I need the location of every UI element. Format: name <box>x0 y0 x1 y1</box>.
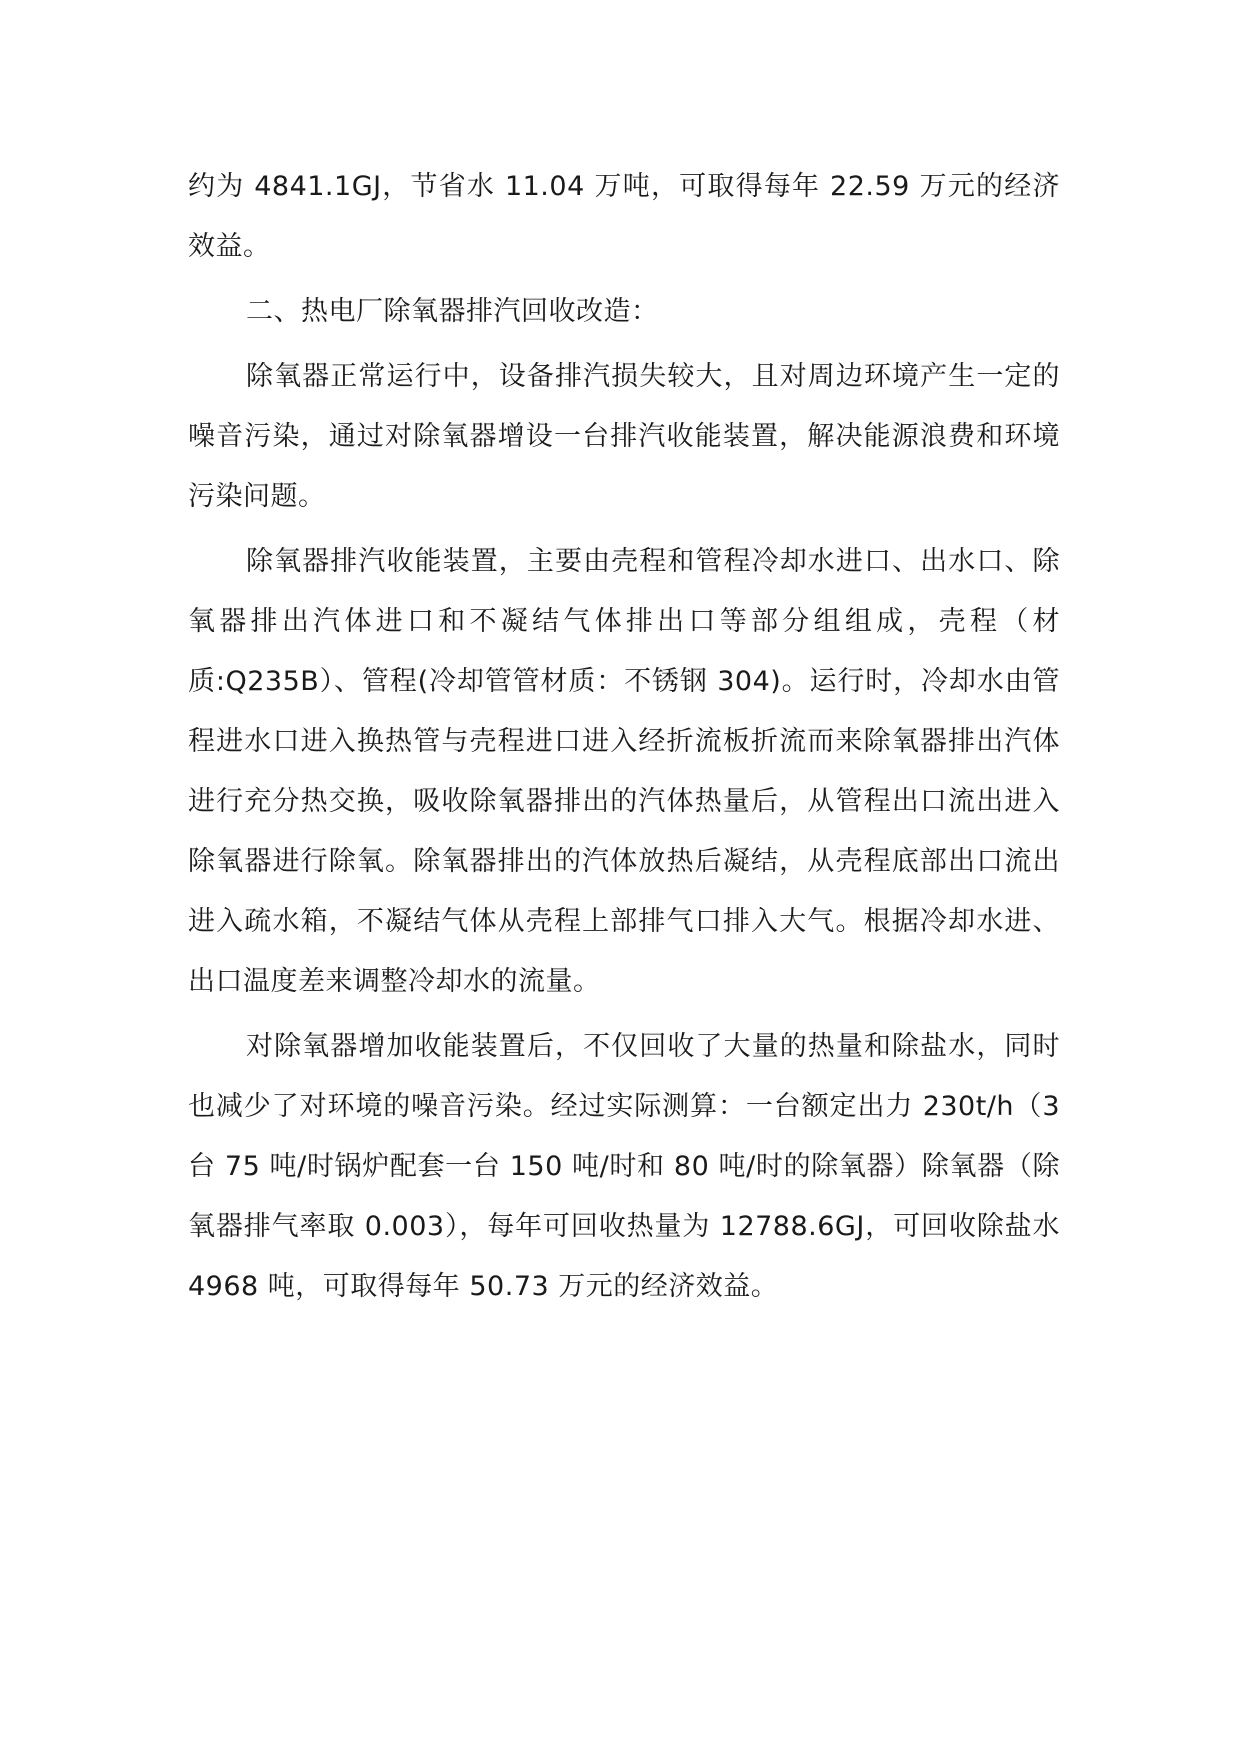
paragraph-continuation: 约为 4841.1GJ，节省水 11.04 万吨，可取得每年 22.59 万元的经济效益。 <box>188 171 1060 262</box>
paragraph-device-description: 除氧器排汽收能装置，主要由壳程和管程冷却水进口、出水口、除氧器排出汽体进口和不凝结气体排出口等部分组组成，壳程（材质:Q235B）、管程(冷却管管材质：不锈钢 304)。运行时，冷却水由管程进水口进入换热管与壳程进口进入经折流板折流而来除氧器排出汽体进行充分热交换，吸收除氧器排出的汽体热量后，从管程出口流出进入除氧器进行除氧。除氧器排出的汽体放热后凝结，从壳程底部出口流出进入疏水箱，不凝结气体从壳程上部排气口排入大气。根据冷却水进、出口温度差来调整冷却水的流量。 <box>188 546 1060 997</box>
section-heading: 二、热电厂除氧器排汽回收改造： <box>246 296 659 327</box>
document-body <box>188 157 1060 1322</box>
paragraph-benefits: 对除氧器增加收能装置后，不仅回收了大量的热量和除盐水，同时也减少了对环境的噪音污染。经过实际测算：一台额定出力 230t/h（3 台 75 吨/时锅炉配套一台 150 吨/时和 80 吨/时的除氧器）除氧器（除氧器排气率取 0.003），每年可回收热量为 12788.6GJ，可回收除盐水 4968 吨，可取得每年 50.73 万元的经济效益。 <box>188 1031 1060 1302</box>
paragraph-intro: 除氧器正常运行中，设备排汽损失较大，且对周边环境产生一定的噪音污染，通过对除氧器增设一台排汽收能装置，解决能源浪费和环境污染问题。 <box>188 361 1060 512</box>
